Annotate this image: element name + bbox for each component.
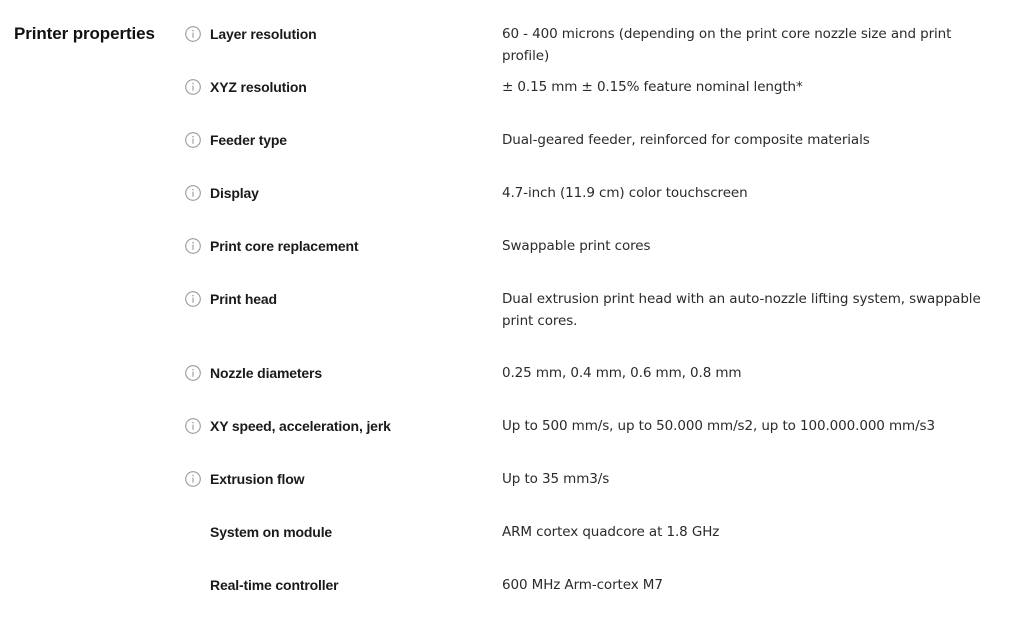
info-icon[interactable] bbox=[185, 79, 201, 95]
info-icon[interactable] bbox=[185, 365, 201, 381]
spec-value: 60 - 400 microns (depending on the print core nozzle size and print profile) bbox=[502, 26, 952, 64]
info-icon[interactable] bbox=[185, 418, 201, 434]
spec-label: Feeder type bbox=[210, 132, 287, 148]
spec-value: Dual extrusion print head with an auto-nozzle lifting system, swappable print cores. bbox=[502, 291, 981, 329]
info-icon[interactable] bbox=[185, 238, 201, 254]
spec-label: Extrusion flow bbox=[210, 471, 305, 487]
spec-value: 4.7-inch (11.9 cm) color touchscreen bbox=[502, 185, 748, 201]
spec-label: Real-time controller bbox=[210, 577, 339, 593]
spec-value: 0.25 mm, 0.4 mm, 0.6 mm, 0.8 mm bbox=[502, 365, 742, 381]
spec-label: Display bbox=[210, 185, 259, 201]
spec-value: Up to 500 mm/s, up to 50.000 mm/s2, up to 100.000.000 mm/s3 bbox=[502, 418, 935, 434]
info-icon[interactable] bbox=[185, 132, 201, 148]
spec-label: System on module bbox=[210, 524, 333, 540]
info-icon[interactable] bbox=[185, 471, 201, 487]
spec-label: XY speed, acceleration, jerk bbox=[210, 418, 391, 434]
spec-label: XYZ resolution bbox=[210, 79, 307, 95]
spec-label: Layer resolution bbox=[210, 26, 317, 42]
info-icon[interactable] bbox=[185, 185, 201, 201]
spec-label: Nozzle diameters bbox=[210, 365, 322, 381]
section-title: Printer properties bbox=[14, 24, 155, 43]
info-icon[interactable] bbox=[185, 291, 201, 307]
info-icon[interactable] bbox=[185, 26, 201, 42]
spec-value: ± 0.15 mm ± 0.15% feature nominal length* bbox=[502, 79, 803, 95]
spec-value: Up to 35 mm3/s bbox=[502, 471, 610, 487]
spec-value: 600 MHz Arm-cortex M7 bbox=[502, 577, 663, 593]
spec-value: Swappable print cores bbox=[502, 238, 651, 254]
spec-value: Dual-geared feeder, reinforced for composite materials bbox=[502, 132, 870, 148]
spec-value: ARM cortex quadcore at 1.8 GHz bbox=[502, 524, 720, 540]
spec-label: Print head bbox=[210, 291, 277, 307]
spec-label: Print core replacement bbox=[210, 238, 359, 254]
